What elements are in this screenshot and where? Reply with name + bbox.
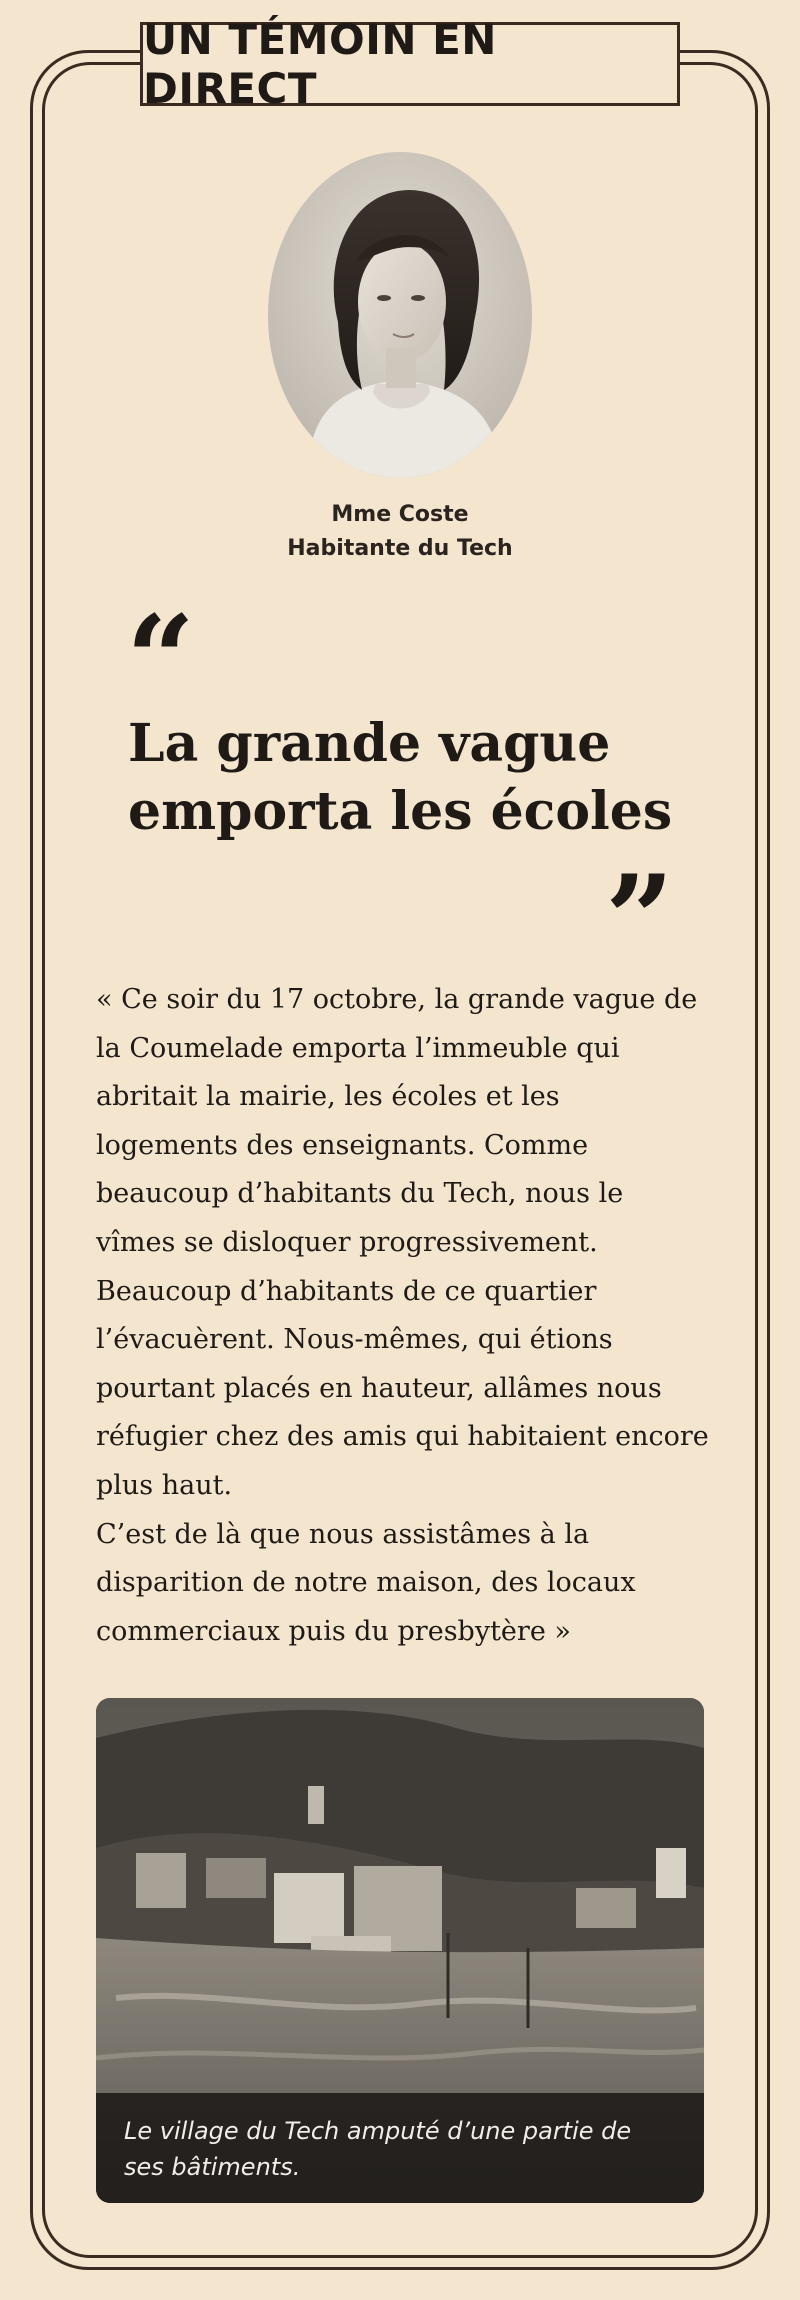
witness-name: Mme Coste — [331, 502, 469, 527]
testimony-paragraph-2: C’est de là que nous assistâmes à la disparition de notre maison, des locaux commerciaux puis du presbytère » — [96, 1518, 636, 1647]
village-photo — [96, 1698, 704, 2203]
witness-caption — [0, 498, 800, 566]
close-quote-icon: ” — [604, 849, 674, 990]
testimony-paragraph-1: « Ce soir du 17 octobre, la grande vague de la Coumelade emporta l’immeuble qui abritait la mairie, les écoles et les logements des enseignants. Comme beaucoup d’habitants du Tech, nous le vîmes se disloquer progressivement. Beaucoup d’habitants de ce quartier l’évacuèrent. Nous-mêmes, qui étions pourtant placés en hauteur, allâmes nous réfugier chez des amis qui habitaient encore plus haut. — [96, 984, 709, 1501]
quote-headline: La grande vague emporta les écoles — [128, 713, 673, 842]
open-quote-icon: “ — [126, 589, 196, 730]
page-title: UN TÉMOIN EN DIRECT — [140, 22, 680, 106]
witness-role: Habitante du Tech — [287, 536, 513, 561]
witness-portrait — [268, 152, 532, 478]
testimony-text — [96, 976, 710, 1656]
photo-caption: Le village du Tech amputé d’une partie de ses bâtiments. — [96, 2093, 704, 2203]
